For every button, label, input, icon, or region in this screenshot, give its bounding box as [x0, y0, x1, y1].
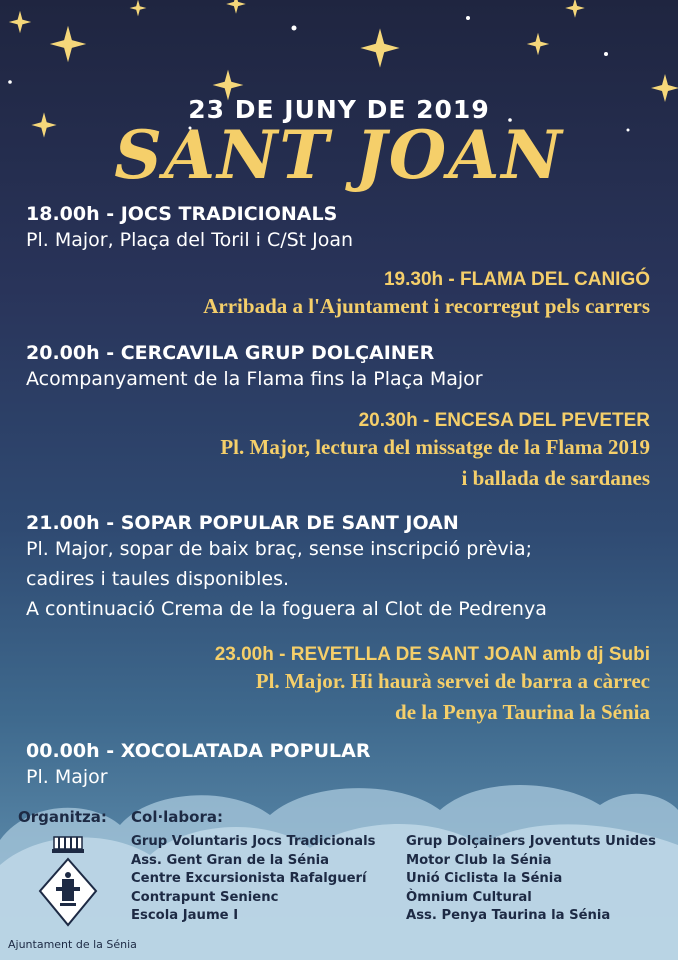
- event-title: 20.00h - CERCAVILA GRUP DOLÇAINER: [26, 342, 435, 364]
- star-icon: [130, 0, 147, 16]
- list-item: Ass. Penya Taurina la Sénia: [406, 908, 611, 923]
- star-icon: [360, 28, 399, 67]
- collaborators-list-right: [406, 833, 656, 926]
- event-date: 23 DE JUNY DE 2019: [188, 95, 490, 124]
- event-detail: cadires i taules disponibles.: [26, 568, 290, 590]
- star-icon: [565, 0, 585, 18]
- list-item: Escola Jaume I: [131, 908, 239, 923]
- event-detail: de la Penya Taurina la Sénia: [395, 700, 650, 724]
- organizer-name: Ajuntament de la Sénia: [8, 938, 137, 951]
- event-revetlla: [215, 644, 650, 728]
- list-item: Grup Dolçainers Joventuts Unides: [406, 834, 656, 849]
- event-detail: A continuació Crema de la foguera al Clot de Pedrenya: [26, 598, 547, 620]
- event-detail: Pl. Major, lectura del missatge de la Flama 2019: [220, 435, 650, 459]
- list-item: Grup Voluntaris Jocs Tradicionals: [131, 834, 376, 849]
- list-item: Contrapunt Senienc: [131, 889, 279, 905]
- event-title: 00.00h - XOCOLATADA POPULAR: [26, 740, 371, 762]
- event-detail: Pl. Major, sopar de baix braç, sense inscripció prèvia;: [26, 538, 532, 560]
- star-icon: [226, 0, 246, 14]
- star-icon: [50, 26, 86, 62]
- event-cercavila: [26, 342, 483, 394]
- event-jocs-tradicionals: [26, 203, 353, 255]
- event-detail: Pl. Major, Plaça del Toril i C/St Joan: [26, 229, 354, 251]
- list-item: Unió Ciclista la Sénia: [406, 871, 563, 886]
- event-title: 20.30h - ENCESA DEL PEVETER: [358, 410, 650, 431]
- event-sopar-popular: [26, 512, 547, 624]
- star-icon: [9, 11, 31, 33]
- event-detail: Pl. Major. Hi haurà servei de barra a càrrec: [255, 669, 650, 693]
- collabora-label: Col·labora:: [131, 808, 223, 826]
- event-title: 18.00h - JOCS TRADICIONALS: [26, 203, 338, 225]
- event-detail: Pl. Major: [26, 766, 108, 788]
- list-item: Centre Excursionista Rafalguerí: [131, 871, 367, 886]
- list-item: Òmnium Cultural: [406, 889, 532, 905]
- event-detail: i ballada de sardanes: [461, 466, 650, 490]
- event-flama-canigo: [203, 269, 650, 322]
- page-title: SANT JOAN: [114, 116, 564, 194]
- organitza-label: Organitza:: [18, 808, 107, 826]
- collaborators-list-left: [131, 833, 375, 926]
- event-title: 21.00h - SOPAR POPULAR DE SANT JOAN: [26, 512, 459, 534]
- event-detail: Acompanyament de la Flama fins la Plaça Major: [26, 368, 483, 390]
- list-item: Ass. Gent Gran de la Sénia: [131, 852, 329, 868]
- star-icon: [527, 33, 549, 55]
- event-title: 19.30h - FLAMA DEL CANIGÓ: [383, 269, 650, 290]
- list-item: Motor Club la Sénia: [406, 852, 552, 868]
- coat-of-arms-icon: [38, 835, 98, 933]
- event-title: 23.00h - REVETLLA DE SANT JOAN amb dj Subi: [214, 644, 650, 665]
- event-encesa-peveter: [220, 410, 650, 494]
- event-detail: Arribada a l'Ajuntament i recorregut pels carrers: [203, 294, 650, 318]
